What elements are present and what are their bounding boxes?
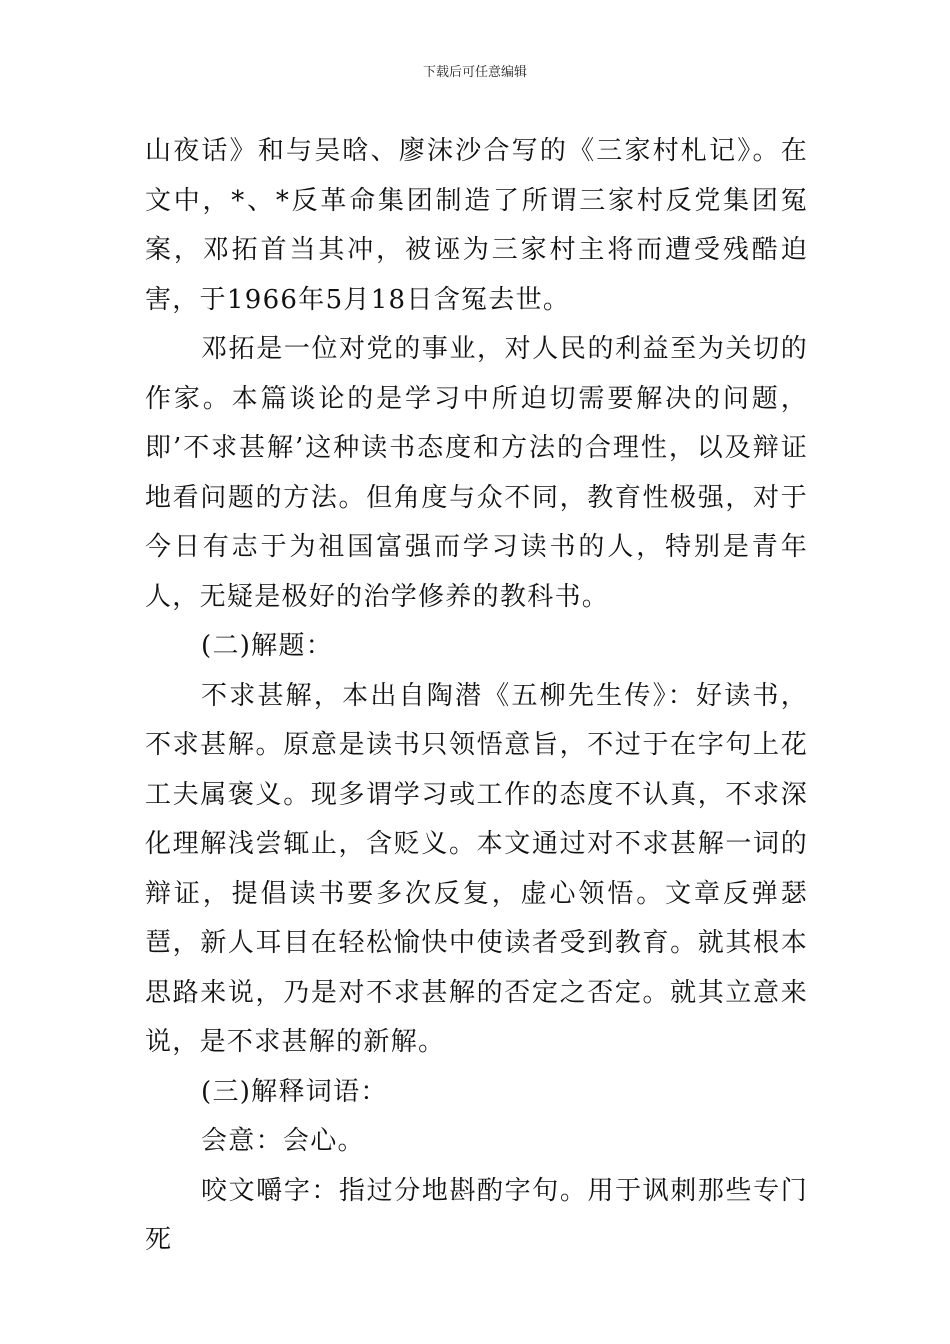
paragraph-intro-continuation: 山夜话》和与吴晗、廖沫沙合写的《三家村札记》。在文中，*、*反革命集团制造了所谓三家村反党集团冤案，邓拓首当其冲，被诬为三家村主将而遭受残酷迫害，于1966年5月18日含冤去世。 <box>145 136 808 315</box>
paragraph-author-assessment: 邓拓是一位对党的事业，对人民的利益至为关切的作家。本篇谈论的是学习中所迫切需要解决的问题，即’不求甚解’这种读书态度和方法的合理性，以及辩证地看问题的方法。但角度与众不同，教育性极强，对于今日有志于为祖国富强而学习读书的人，特别是青年人，无疑是极好的治学修养的教科书。 <box>145 334 808 612</box>
page-header: 下载后可任意编辑 <box>422 65 527 80</box>
vocabulary-entry-huiyi: 会意：会心。 <box>201 1126 365 1156</box>
section-heading-vocabulary: (三)解释词语： <box>201 1076 388 1107</box>
vocabulary-entry-yaowenjiaozi: 咬文嚼字：指过分地斟酌字句。用于讽刺那些专门死 <box>145 1175 808 1255</box>
section-heading-title-explanation: (二)解题： <box>201 631 334 661</box>
paragraph-title-explanation: 不求甚解，本出自陶潜《五柳先生传》：好读书，不求甚解。原意是读书只领悟意旨，不过于在字句上花工夫属褒义。现多谓学习或工作的态度不认真，不求深化理解浅尝辄止，含贬义。本文通过对不求甚解一词的辩证，提倡读书要多次反复，虚心领悟。文章反弹瑟琶，新人耳目在轻松愉快中使读者受到教育。就其根本思路来说，乃是对不求甚解的否定之否定。就其立意来说，是不求甚解的新解。 <box>145 680 808 1057</box>
document-body <box>145 127 808 1266</box>
